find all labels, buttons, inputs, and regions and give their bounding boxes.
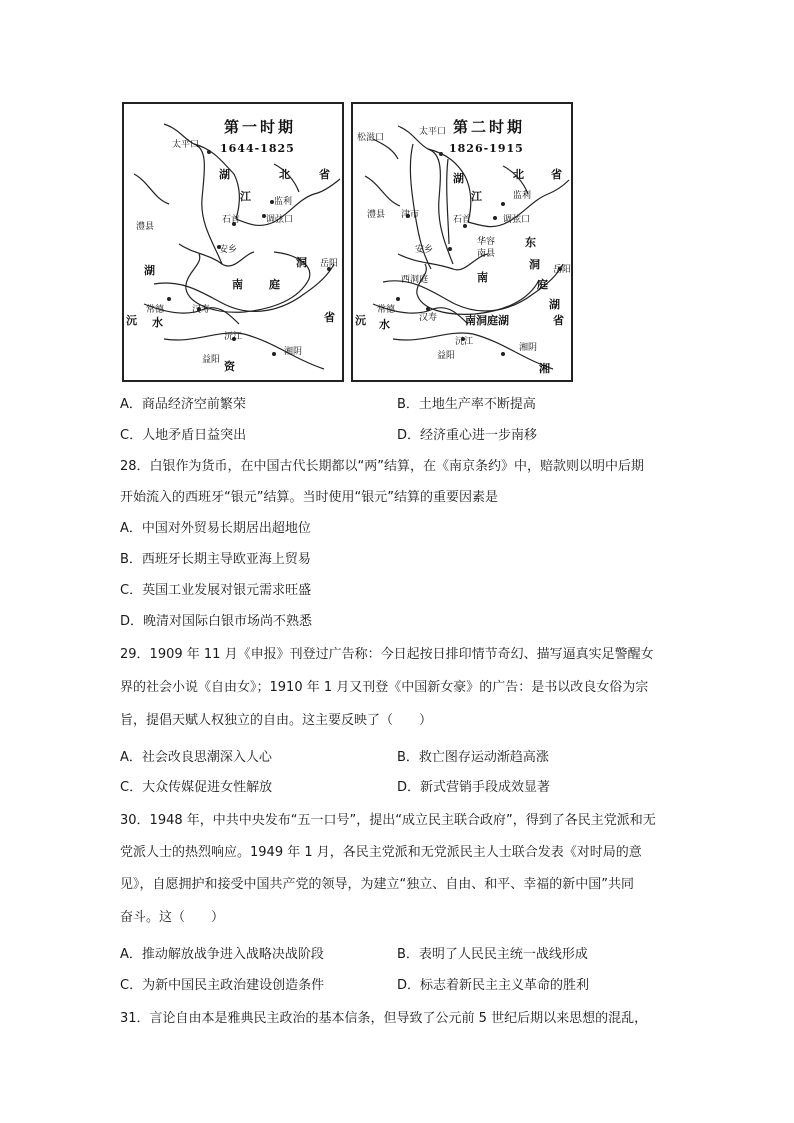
label-jinshi: 津市 (401, 210, 420, 220)
q28-option-c: C．英国工业发展对银元需求旺盛 (120, 583, 312, 598)
q29-stem-line2: 界的社会小说《自由女》；1910 年 1 月又刊登《中国新女豪》的广告：是书以改良女俗为宗 (120, 680, 649, 695)
q30-stem-line1: 30．1948 年，中共中央发布“五一口号”，提出“成立民主联合政府”，得到了各民主党派和无 (120, 813, 656, 828)
q30-option-c: C．为新中国民主政治建设创造条件 (120, 978, 325, 993)
label-lixian: 澧县 (136, 222, 155, 232)
label-hu-west: 湖 (144, 264, 155, 277)
label-shishou-2: 石首 (453, 215, 472, 225)
q30-option-b: B．表明了人民民主统一战线形成 (397, 947, 588, 962)
q27-option-d: D．经济重心进一步南移 (397, 428, 538, 443)
label-ting-2: 庭 (537, 278, 548, 291)
label-lixian-2: 澧县 (367, 210, 386, 220)
label-hu-2: 湖 (453, 172, 464, 185)
map-period-one (122, 102, 344, 382)
label-yuan-2: 沅 (355, 314, 366, 327)
label-shishou: 石首 (222, 215, 241, 225)
q29-option-a: A．社会改良思潮深入人心 (120, 750, 272, 765)
label-anxiang: 安乡 (219, 245, 238, 255)
label-nan-2: 南 (477, 271, 488, 284)
q30-stem-line2: 党派人士的热烈响应。1949 年 1 月，各民主党派和无党派民主人士联合发表《对时局的意 (120, 845, 642, 860)
label-shui-2: 水 (379, 318, 390, 331)
map-two-years: 1826-1915 (449, 142, 524, 155)
q29-option-d: D．新式营销手段成效显著 (397, 780, 551, 795)
label-changde-2: 常德 (377, 305, 396, 315)
label-xidongting: 西洞庭 (401, 275, 429, 285)
label-sheng-2: 省 (551, 168, 562, 181)
label-sheng: 省 (319, 168, 330, 181)
label-hu-east: 湖 (549, 298, 560, 311)
q28-option-b: B．西班牙长期主导欧亚海上贸易 (120, 552, 311, 567)
label-songzikou: 松滋口 (357, 133, 385, 143)
label-taipingkou: 太平口 (172, 140, 200, 150)
label-yiyang-2: 益阳 (437, 351, 456, 361)
label-hanshou-2: 汉寿 (419, 313, 438, 323)
q27-option-b: B．土地生产率不断提高 (397, 397, 536, 412)
q28-option-d: D．晚清对国际白银市场尚不熟悉 (120, 614, 313, 629)
label-nan: 南 (232, 278, 243, 291)
q28-stem-line1: 28．白银作为货币，在中国古代长期都以“两”结算，在《南京条约》中，赔款则以明中后期 (120, 459, 645, 474)
label-tiaoxiankou-2: 调弦口 (503, 215, 531, 225)
label-sheng-south-2: 省 (553, 314, 564, 327)
label-huarong: 华容 (477, 237, 496, 247)
label-nandongting: 南洞庭湖 (465, 314, 509, 327)
label-jianli-2: 监利 (513, 191, 532, 201)
label-yueyang: 岳阳 (320, 259, 339, 269)
label-bei: 北 (279, 168, 290, 181)
map-period-two (351, 102, 573, 382)
label-dong: 洞 (296, 256, 307, 269)
q28-stem-line2: 开始流入的西班牙“银元”结算。当时使用“银元”结算的重要因素是 (120, 490, 498, 505)
q27-option-c: C．人地矛盾日益突出 (120, 428, 247, 443)
map-one-title: 第一时期 (224, 118, 297, 136)
q29-option-b: B．救亡图存运动渐趋高涨 (397, 750, 549, 765)
label-taipingkou-2: 太平口 (419, 127, 447, 137)
label-changde: 常德 (146, 305, 165, 315)
q27-option-a: A．商品经济空前繁荣 (120, 397, 246, 412)
label-dong-east: 东 (525, 236, 536, 249)
label-nanxian: 南县 (477, 249, 496, 259)
label-xiang-2: 湘 (539, 362, 550, 375)
q29-option-c: C．大众传媒促进女性解放 (120, 780, 273, 795)
map-two-title: 第二时期 (453, 118, 526, 136)
label-xiangyin: 湘阴 (284, 347, 303, 357)
q30-stem-line3: 见》，自愿拥护和接受中国共产党的领导，为建立“独立、自由、和平、幸福的新中国”共同 (120, 877, 634, 892)
label-shui: 水 (152, 316, 163, 329)
label-tiaoxiankou: 调弦口 (266, 215, 294, 225)
label-dongting: 洞 (529, 258, 540, 271)
label-yiyang: 益阳 (202, 355, 221, 365)
label-sheng-south: 省 (324, 311, 335, 324)
label-anxiang-2: 安乡 (415, 245, 434, 255)
q30-option-d: D．标志着新民主主义革命的胜利 (397, 978, 590, 993)
q28-option-a: A．中国对外贸易长期居出超地位 (120, 521, 311, 536)
q31-stem-line1: 31．言论自由本是雅典民主政治的基本信条，但导致了公元前 5 世纪后期以来思想的混乱， (120, 1011, 648, 1026)
label-hanshou: 汉寿 (192, 305, 211, 315)
label-jiang: 江 (240, 190, 251, 203)
label-jianli: 监利 (274, 197, 293, 207)
label-jiang-2: 江 (471, 190, 482, 203)
label-yuan: 沅 (126, 314, 137, 327)
q30-option-a: A．推动解放战争进入战略决战阶段 (120, 947, 324, 962)
q29-stem-line3: 旨，提倡天赋人权独立的自由。这主要反映了（ ） (120, 713, 433, 728)
label-hu: 湖 (219, 168, 230, 181)
q29-stem-line1: 29．1909 年 11 月《申报》刊登过广告称：今日起按日排印情节奇幻、描写逼真实足警醒女 (120, 647, 654, 662)
label-ting: 庭 (269, 278, 280, 291)
label-zi: 资 (224, 360, 235, 373)
label-yueyang-2: 岳阳 (553, 265, 572, 275)
label-xiangyin-2: 湘阴 (519, 343, 538, 353)
label-yuanjiang-2: 沅江 (455, 337, 474, 347)
label-bei-2: 北 (513, 168, 524, 181)
map-one-years: 1644-1825 (220, 142, 295, 155)
q30-stem-line4: 奋斗。这（ ） (120, 910, 225, 925)
label-yuanjiang: 沅江 (224, 332, 243, 342)
